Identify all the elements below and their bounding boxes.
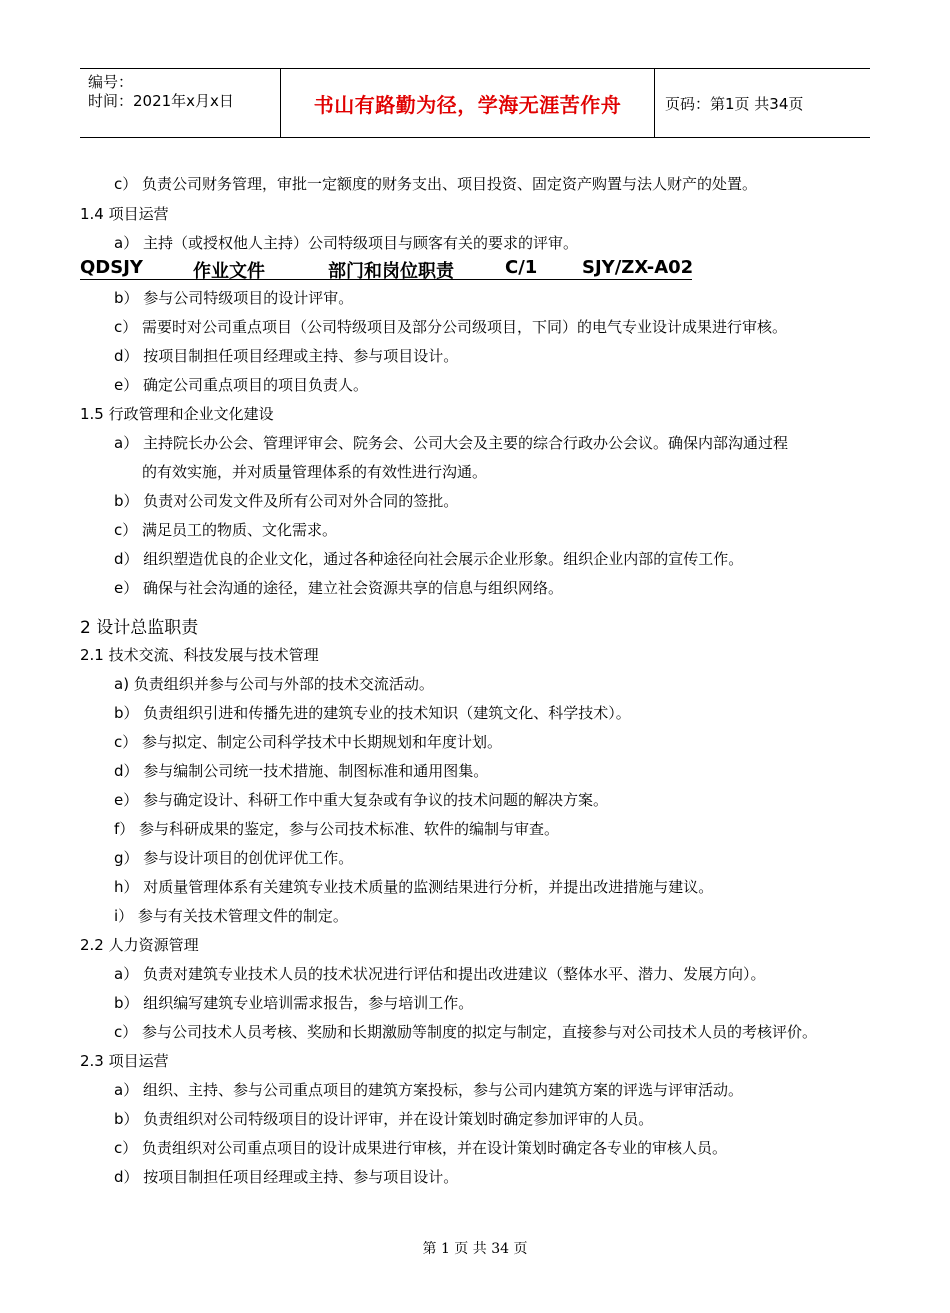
page-footer: 第 1 页 共 34 页	[422, 1241, 528, 1257]
document-id-line	[80, 257, 692, 280]
paragraph: e） 确定公司重点项目的项目负责人。	[114, 376, 368, 394]
paragraph: g） 参与设计项目的创优评优工作。	[114, 849, 354, 867]
doc-title: 部门和岗位职责	[328, 261, 454, 282]
paragraph: b） 负责组织对公司特级项目的设计评审，并在设计策划时确定参加评审的人员。	[114, 1110, 654, 1128]
doc-org: QDSJY	[80, 257, 143, 278]
paragraph: d） 按项目制担任项目经理或主持、参与项目设计。	[114, 347, 459, 365]
paragraph: c） 需要时对公司重点项目（公司特级项目及部分公司级项目，下同）的电气专业设计成果进行审核。	[114, 318, 788, 336]
header-motto: 书山有路勤为径，学海无涯苦作舟	[313, 92, 622, 117]
paragraph: b） 负责组织引进和传播先进的建筑专业的技术知识（建筑文化、科学技术）。	[114, 704, 631, 722]
paragraph: c） 负责组织对公司重点项目的设计成果进行审核，并在设计策划时确定各专业的审核人员。	[114, 1139, 728, 1157]
paragraph: b） 负责对公司发文件及所有公司对外合同的签批。	[114, 492, 459, 510]
doc-type: 作业文件	[193, 261, 265, 282]
paragraph: f） 参与科研成果的鉴定，参与公司技术标准、软件的编制与审查。	[114, 820, 560, 838]
paragraph: i） 参与有关技术管理文件的制定。	[114, 907, 348, 925]
paragraph-continuation: 的有效实施，并对质量管理体系的有效性进行沟通。	[142, 463, 488, 481]
chapter-heading: 2 设计总监职责	[80, 618, 199, 638]
paragraph: c） 参与拟定、制定公司科学技术中长期规划和年度计划。	[114, 733, 503, 751]
paragraph: e） 确保与社会沟通的途径，建立社会资源共享的信息与组织网络。	[114, 579, 563, 597]
paragraph: a） 主持院长办公会、管理评审会、院务会、公司大会及主要的综合行政办公会议。确保内部沟通过程	[114, 434, 788, 452]
paragraph: a) 负责组织并参与公司与外部的技术交流活动。	[114, 675, 434, 693]
document-number-label: 编号：	[88, 73, 134, 91]
paragraph: d） 参与编制公司统一技术措施、制图标准和通用图集。	[114, 762, 489, 780]
section-heading: 2.2 人力资源管理	[80, 936, 199, 954]
section-heading: 1.5 行政管理和企业文化建设	[80, 405, 274, 423]
paragraph: a） 组织、主持、参与公司重点项目的建筑方案投标，参与公司内建筑方案的评选与评审活动。	[114, 1081, 743, 1099]
section-heading: 2.3 项目运营	[80, 1052, 169, 1070]
document-date-label: 时间：2021年x月x日	[88, 92, 234, 110]
header-info-cell	[80, 69, 281, 137]
section-heading: 2.1 技术交流、科技发展与技术管理	[80, 646, 319, 664]
paragraph: b） 参与公司特级项目的设计评审。	[114, 289, 354, 307]
paragraph: h） 对质量管理体系有关建筑专业技术质量的监测结果进行分析，并提出改进措施与建议。	[114, 878, 714, 896]
page-header	[80, 68, 870, 138]
header-motto-cell	[281, 69, 655, 137]
doc-version: C/1	[505, 257, 538, 278]
paragraph: b） 组织编写建筑专业培训需求报告，参与培训工作。	[114, 994, 474, 1012]
header-page-code: 页码：第1页 共34页	[665, 95, 804, 113]
paragraph: e） 参与确定设计、科研工作中重大复杂或有争议的技术问题的解决方案。	[114, 791, 608, 809]
paragraph: d） 组织塑造优良的企业文化，通过各种途径向社会展示企业形象。组织企业内部的宣传工作。	[114, 550, 744, 568]
paragraph: a） 主持（或授权他人主持）公司特级项目与顾客有关的要求的评审。	[114, 234, 578, 252]
paragraph: c） 参与公司技术人员考核、奖励和长期激励等制度的拟定与制定，直接参与对公司技术人员的考核评价。	[114, 1023, 818, 1041]
section-heading: 1.4 项目运营	[80, 205, 169, 223]
paragraph: d） 按项目制担任项目经理或主持、参与项目设计。	[114, 1168, 459, 1186]
doc-code: SJY/ZX-A02	[582, 257, 694, 278]
paragraph: a） 负责对建筑专业技术人员的技术状况进行评估和提出改进建议（整体水平、潜力、发展方向）。	[114, 965, 766, 983]
paragraph: c） 满足员工的物质、文化需求。	[114, 521, 338, 539]
paragraph: c） 负责公司财务管理，审批一定额度的财务支出、项目投资、固定资产购置与法人财产的处置。	[114, 175, 758, 193]
